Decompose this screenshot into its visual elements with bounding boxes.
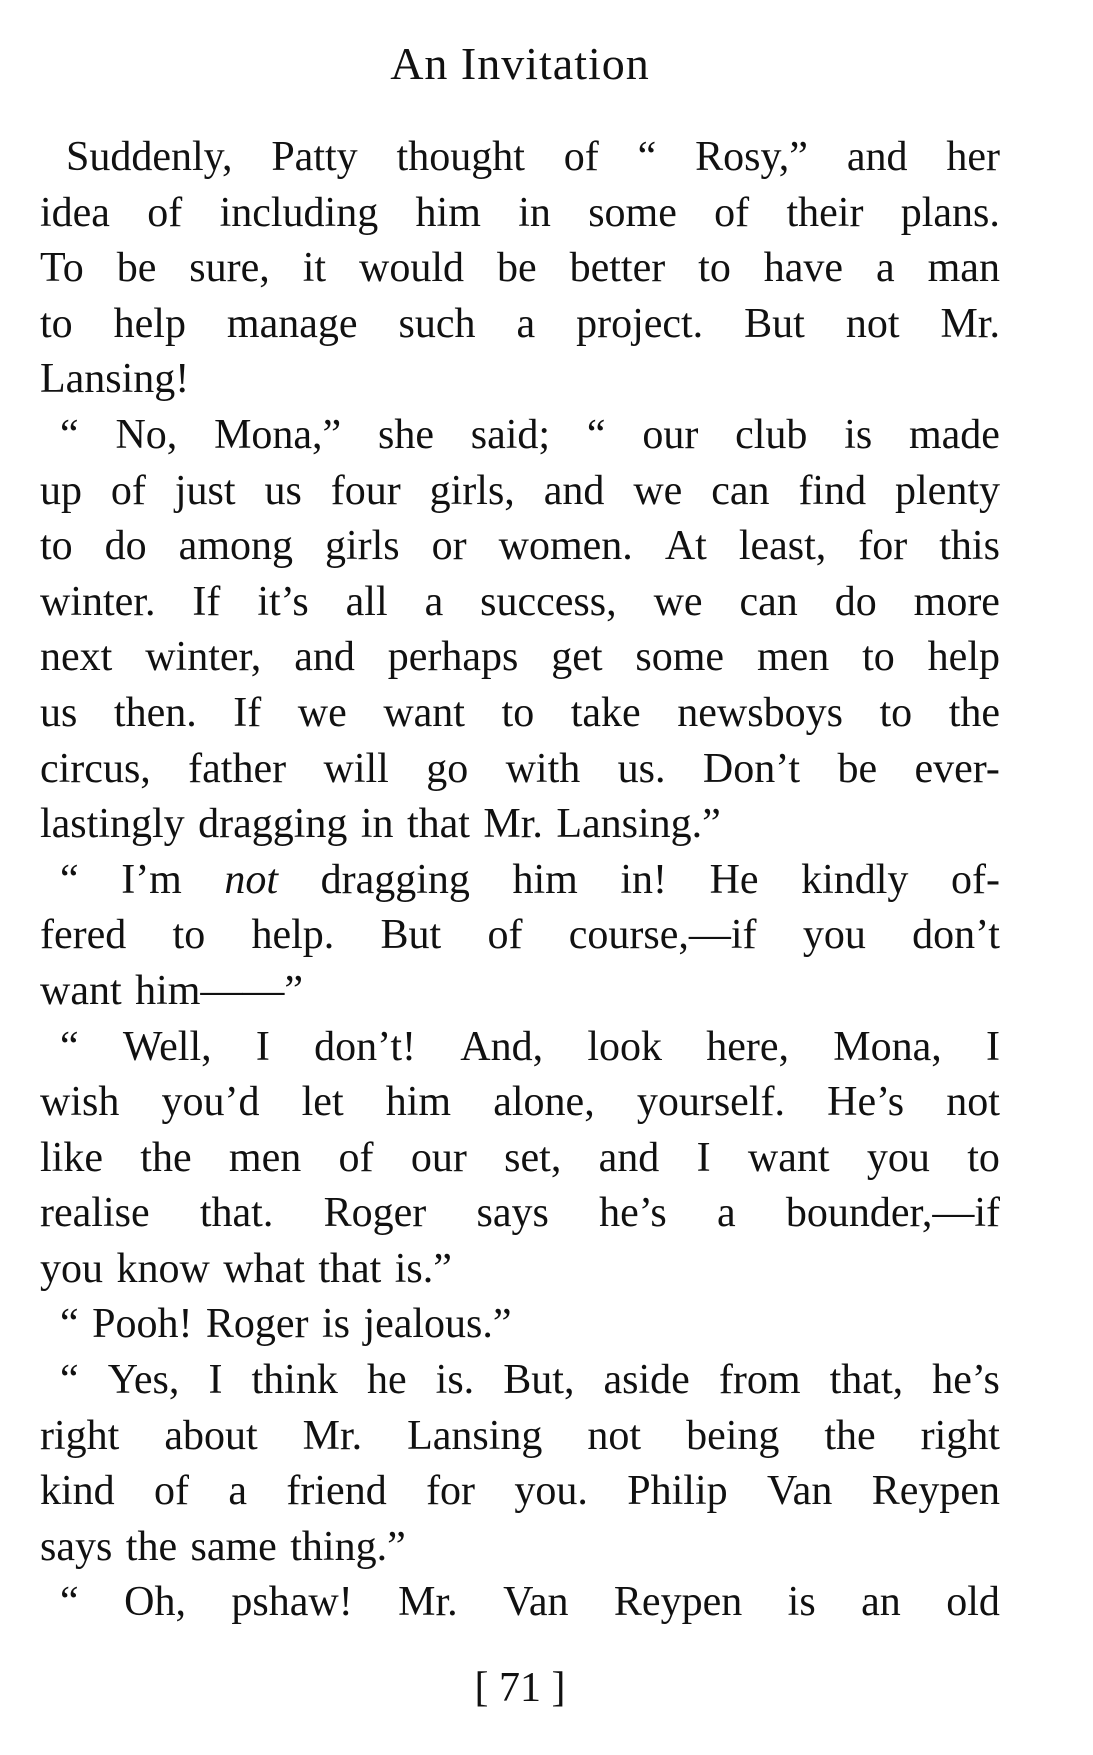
text-line bbox=[40, 1409, 1000, 1465]
word: girls bbox=[324, 523, 400, 570]
text-line bbox=[40, 742, 1000, 798]
word: to bbox=[698, 245, 731, 292]
word: is bbox=[787, 1579, 816, 1626]
text-line bbox=[40, 1297, 1000, 1353]
word: If bbox=[192, 578, 221, 625]
word: But, bbox=[503, 1357, 575, 1404]
word: right bbox=[40, 1412, 120, 1459]
word: do bbox=[834, 578, 877, 625]
word: to bbox=[862, 634, 895, 681]
word: Mr. bbox=[398, 1579, 458, 1626]
word: us bbox=[264, 467, 302, 514]
text-line bbox=[40, 241, 1000, 297]
word: it’s bbox=[257, 578, 309, 625]
word: help bbox=[113, 300, 186, 347]
text-line bbox=[40, 575, 1000, 631]
word: “ bbox=[60, 411, 79, 458]
word: to bbox=[879, 689, 913, 736]
word: we bbox=[297, 689, 347, 736]
word: But bbox=[744, 300, 805, 347]
word: in! bbox=[620, 856, 668, 903]
word: next bbox=[40, 634, 113, 681]
word: the bbox=[140, 1134, 192, 1181]
word: yourself. bbox=[636, 1079, 785, 1126]
word: “ bbox=[60, 1301, 79, 1348]
word: He bbox=[709, 856, 759, 903]
word: the bbox=[824, 1412, 876, 1459]
word: a bbox=[228, 1468, 248, 1515]
word: of bbox=[487, 912, 523, 959]
word: like bbox=[40, 1134, 103, 1181]
word: To bbox=[40, 245, 84, 292]
word: from bbox=[718, 1357, 801, 1404]
word: that. bbox=[199, 1190, 274, 1237]
word: him bbox=[415, 189, 481, 236]
word: bounder,—if bbox=[785, 1190, 1000, 1237]
word: Van bbox=[503, 1579, 569, 1626]
word: circus, bbox=[40, 745, 151, 792]
word: men bbox=[228, 1134, 302, 1181]
word: Reypen bbox=[871, 1468, 1000, 1515]
word: Reypen bbox=[613, 1579, 743, 1626]
word: I bbox=[208, 1357, 223, 1404]
word: know bbox=[116, 1245, 210, 1292]
word: he bbox=[366, 1357, 407, 1404]
word: But bbox=[380, 912, 442, 959]
word: can bbox=[711, 467, 770, 514]
word: kind bbox=[40, 1468, 115, 1515]
word: up bbox=[40, 467, 82, 514]
word: women. bbox=[498, 523, 633, 570]
word: Yes, bbox=[107, 1357, 180, 1404]
text-line bbox=[40, 1464, 1000, 1520]
word: fered bbox=[40, 912, 127, 959]
word: friend bbox=[286, 1468, 387, 1515]
word: want bbox=[747, 1134, 830, 1181]
word: him bbox=[512, 856, 578, 903]
word: what bbox=[223, 1245, 305, 1292]
word: us. bbox=[617, 745, 666, 792]
word: want bbox=[40, 967, 122, 1014]
word: let bbox=[301, 1079, 344, 1126]
word: plans. bbox=[900, 189, 1000, 236]
word: their bbox=[786, 189, 864, 236]
word: want bbox=[383, 689, 465, 736]
word: take bbox=[570, 689, 641, 736]
word: of bbox=[154, 1468, 190, 1515]
word: of bbox=[563, 134, 599, 180]
word: Philip bbox=[627, 1468, 728, 1515]
word: some bbox=[588, 189, 677, 236]
word: better bbox=[569, 245, 666, 292]
word: If bbox=[233, 689, 262, 736]
text-line bbox=[40, 853, 1000, 909]
word: be bbox=[837, 745, 878, 792]
text-line bbox=[40, 1186, 1000, 1242]
word: of bbox=[714, 189, 750, 236]
word: of bbox=[338, 1134, 374, 1181]
word: of bbox=[147, 189, 183, 236]
word: look bbox=[587, 1023, 662, 1070]
word: Van bbox=[767, 1468, 833, 1515]
word: Don’t bbox=[702, 745, 801, 792]
word: to bbox=[172, 912, 206, 959]
word: to bbox=[40, 300, 73, 347]
word: winter, bbox=[145, 634, 262, 681]
word: newsboys bbox=[677, 689, 843, 736]
word: I bbox=[255, 1023, 270, 1070]
word: you’d bbox=[161, 1079, 260, 1126]
word: being bbox=[686, 1412, 780, 1459]
text-line bbox=[40, 1575, 1000, 1631]
word: such bbox=[398, 300, 476, 347]
word: ever- bbox=[914, 745, 1000, 792]
word: says bbox=[476, 1190, 549, 1237]
word: or bbox=[431, 523, 467, 570]
word: him bbox=[385, 1079, 452, 1126]
word: girls, bbox=[429, 467, 515, 514]
word: perhaps bbox=[387, 634, 519, 681]
word: I bbox=[985, 1023, 1000, 1070]
word: the bbox=[948, 689, 1000, 736]
word: “ bbox=[586, 411, 606, 458]
word: Pooh! bbox=[92, 1301, 193, 1348]
word: have bbox=[763, 245, 844, 292]
word: thought bbox=[396, 134, 525, 180]
word: Patty bbox=[271, 134, 358, 180]
word: more bbox=[913, 578, 1000, 625]
text-line bbox=[40, 1075, 1000, 1131]
word: some bbox=[635, 634, 725, 681]
word: the bbox=[125, 1523, 178, 1570]
text-line bbox=[40, 130, 1000, 186]
word: said; bbox=[470, 411, 551, 458]
word: to bbox=[967, 1134, 1000, 1181]
word: here, bbox=[706, 1023, 790, 1070]
word: not bbox=[946, 1079, 1000, 1126]
word: you bbox=[802, 912, 866, 959]
word: find bbox=[798, 467, 867, 514]
word: our bbox=[642, 411, 699, 458]
word: Suddenly, bbox=[66, 134, 233, 180]
word: club bbox=[735, 411, 808, 458]
word: a bbox=[716, 1190, 736, 1237]
text-line bbox=[40, 1353, 1000, 1409]
word: just bbox=[174, 467, 236, 514]
word: in bbox=[518, 189, 551, 236]
word: course,—if bbox=[568, 912, 757, 959]
word: four bbox=[330, 467, 401, 514]
word: that bbox=[318, 1245, 382, 1292]
word: you. bbox=[514, 1468, 588, 1515]
word: made bbox=[908, 411, 1000, 458]
word: manage bbox=[226, 300, 358, 347]
word: you bbox=[40, 1245, 103, 1292]
word: can bbox=[739, 578, 798, 625]
word: set, bbox=[504, 1134, 562, 1181]
word: idea bbox=[40, 189, 110, 236]
word: I’m bbox=[121, 856, 182, 903]
word: an bbox=[861, 1579, 901, 1626]
word: not bbox=[845, 300, 900, 347]
word: Roger bbox=[323, 1190, 427, 1237]
word: Mona, bbox=[833, 1023, 942, 1070]
word: thing.” bbox=[290, 1523, 406, 1570]
word: don’t bbox=[912, 912, 1000, 959]
word: and bbox=[846, 134, 908, 180]
word: we bbox=[653, 578, 703, 625]
word: dragging bbox=[198, 801, 348, 848]
word: dragging bbox=[320, 856, 470, 903]
word: would bbox=[359, 245, 465, 292]
word: among bbox=[178, 523, 293, 570]
word: “ bbox=[60, 1023, 79, 1070]
word: he’s bbox=[599, 1190, 667, 1237]
word: project. bbox=[576, 300, 704, 347]
text-line bbox=[40, 908, 1000, 964]
word: aside bbox=[603, 1357, 690, 1404]
word: for bbox=[426, 1468, 476, 1515]
word: realise bbox=[40, 1190, 150, 1237]
word: of- bbox=[950, 856, 1000, 903]
word: we bbox=[633, 467, 683, 514]
word: least, bbox=[738, 523, 827, 570]
word: men bbox=[756, 634, 830, 681]
word: winter. bbox=[40, 578, 156, 625]
word: for bbox=[858, 523, 908, 570]
word: kindly bbox=[801, 856, 909, 903]
word: she bbox=[377, 411, 434, 458]
word: a bbox=[424, 578, 444, 625]
word: that bbox=[406, 801, 470, 848]
word: in bbox=[360, 801, 394, 848]
text-line bbox=[40, 630, 1000, 686]
page-number: [ 71 ] bbox=[474, 1665, 566, 1711]
text-line bbox=[40, 797, 1000, 853]
word: Mr. bbox=[483, 801, 543, 848]
word: same bbox=[190, 1523, 277, 1570]
text-line bbox=[40, 408, 1000, 464]
word: a bbox=[876, 245, 895, 292]
word: to bbox=[501, 689, 535, 736]
text-line bbox=[40, 964, 1000, 1020]
word: be bbox=[496, 245, 537, 292]
word: He’s bbox=[827, 1079, 905, 1126]
text-line bbox=[40, 352, 1000, 408]
word: get bbox=[551, 634, 603, 681]
word: says bbox=[40, 1523, 113, 1570]
word: is. bbox=[435, 1357, 475, 1404]
text-line bbox=[40, 686, 1000, 742]
word: of bbox=[110, 467, 146, 514]
text-line bbox=[40, 297, 1000, 353]
word: will bbox=[323, 745, 389, 792]
word: lastingly bbox=[40, 801, 185, 848]
word: then. bbox=[113, 689, 197, 736]
running-head-title: An Invitation bbox=[390, 38, 650, 89]
word: her bbox=[946, 134, 1000, 180]
word: Rosy,” bbox=[695, 134, 808, 180]
word: sure, bbox=[189, 245, 270, 292]
word: our bbox=[410, 1134, 467, 1181]
word: and bbox=[598, 1134, 660, 1181]
word: Mona,” bbox=[214, 411, 342, 458]
word: wish bbox=[40, 1079, 120, 1126]
word: is.” bbox=[394, 1245, 452, 1292]
word: father bbox=[188, 745, 287, 792]
word: Mr. bbox=[302, 1412, 363, 1459]
text-line bbox=[40, 1131, 1000, 1187]
word: including bbox=[219, 189, 379, 236]
word: go bbox=[426, 745, 469, 792]
word: And, bbox=[460, 1023, 544, 1070]
text-line bbox=[40, 519, 1000, 575]
word: Lansing bbox=[407, 1412, 543, 1459]
word: alone, bbox=[493, 1079, 595, 1126]
word: old bbox=[946, 1579, 1000, 1626]
word: help. bbox=[251, 912, 335, 959]
word: help bbox=[927, 634, 1000, 681]
word: Roger bbox=[205, 1301, 309, 1348]
word: us bbox=[40, 689, 78, 736]
word: don’t! bbox=[314, 1023, 417, 1070]
word: Mr. bbox=[940, 300, 1000, 347]
word: you bbox=[866, 1134, 930, 1181]
word: plenty bbox=[895, 467, 1000, 514]
word: about bbox=[164, 1412, 258, 1459]
word: to bbox=[40, 523, 73, 570]
word: jealous.” bbox=[363, 1301, 512, 1348]
word: Oh, bbox=[124, 1579, 186, 1626]
word: is bbox=[844, 411, 873, 458]
word: man bbox=[927, 245, 1000, 292]
word: right bbox=[920, 1412, 1000, 1459]
word: is bbox=[321, 1301, 350, 1348]
word: this bbox=[939, 523, 1000, 570]
word: he’s bbox=[932, 1357, 1000, 1404]
word: I bbox=[696, 1134, 711, 1181]
word: not bbox=[224, 856, 279, 903]
word: think bbox=[251, 1357, 338, 1404]
word: “ bbox=[637, 134, 657, 180]
word: with bbox=[505, 745, 581, 792]
word: a bbox=[516, 300, 536, 347]
text-line bbox=[40, 464, 1000, 520]
word: and bbox=[543, 467, 605, 514]
word: “ bbox=[60, 1579, 79, 1626]
word: all bbox=[345, 578, 388, 625]
word: Lansing! bbox=[40, 356, 190, 403]
word: it bbox=[302, 245, 327, 292]
text-line bbox=[40, 1242, 1000, 1298]
word: not bbox=[587, 1412, 642, 1459]
word: him——” bbox=[135, 967, 304, 1014]
word: be bbox=[116, 245, 157, 292]
text-line bbox=[40, 186, 1000, 242]
word: “ bbox=[60, 856, 79, 903]
word: Lansing.” bbox=[556, 801, 721, 848]
word: pshaw! bbox=[231, 1579, 353, 1626]
word: that, bbox=[829, 1357, 904, 1404]
word: “ bbox=[60, 1357, 79, 1404]
body-text bbox=[40, 130, 1000, 1631]
word: do bbox=[104, 523, 147, 570]
text-line bbox=[40, 1020, 1000, 1076]
word: and bbox=[294, 634, 355, 681]
text-line bbox=[40, 1520, 1000, 1576]
word: success, bbox=[480, 578, 617, 625]
word: At bbox=[664, 523, 707, 570]
word: No, bbox=[115, 411, 178, 458]
word: Well, bbox=[122, 1023, 212, 1070]
